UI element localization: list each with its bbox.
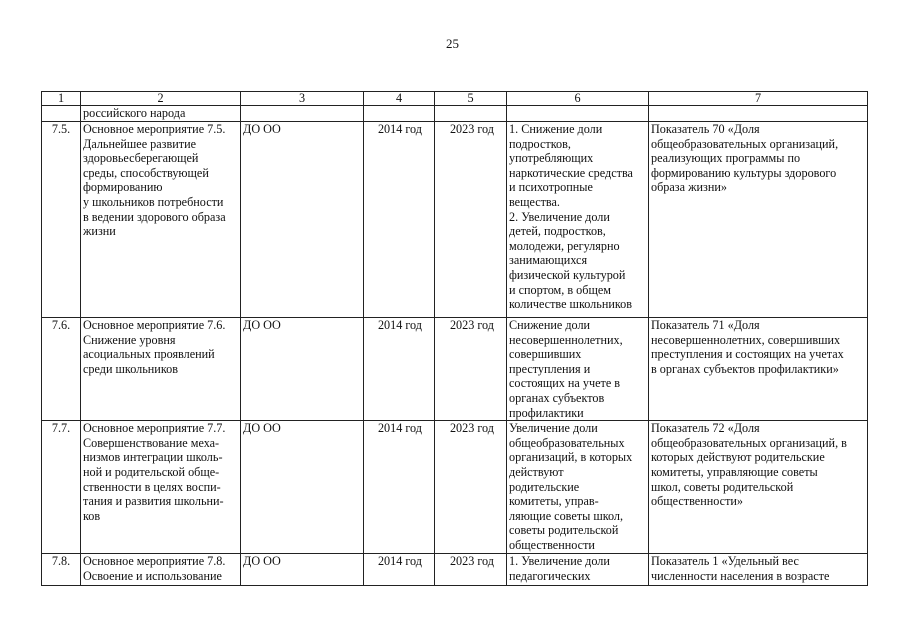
cell-activity: российского народа <box>81 106 241 122</box>
cell-number: 7.5. <box>42 122 81 318</box>
column-header: 6 <box>507 92 649 106</box>
cell-executor <box>241 106 364 122</box>
table-row <box>42 421 868 554</box>
cell-start-year: 2014 год <box>364 554 435 586</box>
cell-executor: ДО ОО <box>241 554 364 586</box>
column-header: 2 <box>81 92 241 106</box>
cell-result: 1. Снижение доли подростков, употребляющих наркотические средства и психотропные вещества. 2. Увеличение доли детей, подростков, молодежи, регулярно занимающихся физической культурой и спортом, в общем количестве школьников <box>507 122 649 318</box>
column-header: 1 <box>42 92 81 106</box>
cell-activity: Основное мероприятие 7.7. Совершенствование меха- низмов интеграции школь- ной и родительской обще- ственности в целях воспи- тания и развития школьни- ков <box>81 421 241 554</box>
cell-end-year: 2023 год <box>435 554 507 586</box>
cell-result <box>507 106 649 122</box>
column-header: 7 <box>649 92 868 106</box>
cell-activity: Основное мероприятие 7.6. Снижение уровня асоциальных проявлений среди школьников <box>81 318 241 421</box>
cell-end-year: 2023 год <box>435 318 507 421</box>
cell-executor: ДО ОО <box>241 421 364 554</box>
cell-start-year: 2014 год <box>364 122 435 318</box>
cell-indicator: Показатель 72 «Доля общеобразовательных организаций, в которых действуют родительские комитеты, управляющие советы школ, советы родительской общественности» <box>649 421 868 554</box>
cell-number <box>42 106 81 122</box>
cell-start-year <box>364 106 435 122</box>
column-number-row <box>42 92 868 106</box>
cell-activity: Основное мероприятие 7.5. Дальнейшее развитие здоровьесберегающей среды, способствующей формированию у школьников потребности в ведении здорового образа жизни <box>81 122 241 318</box>
column-header: 5 <box>435 92 507 106</box>
table-row-continuation <box>42 106 868 122</box>
cell-number: 7.8. <box>42 554 81 586</box>
cell-start-year: 2014 год <box>364 421 435 554</box>
cell-start-year: 2014 год <box>364 318 435 421</box>
table-row <box>42 318 868 421</box>
cell-indicator: Показатель 71 «Доля несовершеннолетних, совершивших преступления и состоящих на учетах в органах субъектов профилактики» <box>649 318 868 421</box>
page-number: 25 <box>446 36 459 51</box>
cell-number: 7.7. <box>42 421 81 554</box>
cell-indicator: Показатель 70 «Доля общеобразовательных организаций, реализующих программы по формированию культуры здорового образа жизни» <box>649 122 868 318</box>
cell-end-year <box>435 106 507 122</box>
cell-activity: Основное мероприятие 7.8. Освоение и использование <box>81 554 241 586</box>
table-row <box>42 554 868 586</box>
cell-end-year: 2023 год <box>435 122 507 318</box>
cell-result: 1. Увеличение доли педагогических <box>507 554 649 586</box>
cell-executor: ДО ОО <box>241 122 364 318</box>
table-row <box>42 122 868 318</box>
cell-executor: ДО ОО <box>241 318 364 421</box>
cell-end-year: 2023 год <box>435 421 507 554</box>
cell-result: Увеличение доли общеобразовательных организаций, в которых действуют родительские комитеты, управ- ляющие советы школ, советы родительской общественности <box>507 421 649 554</box>
cell-number: 7.6. <box>42 318 81 421</box>
cell-indicator: Показатель 1 «Удельный вес численности населения в возрасте <box>649 554 868 586</box>
column-header: 4 <box>364 92 435 106</box>
cell-result: Снижение доли несовершеннолетних, совершивших преступления и состоящих на учете в органах субъектов профилактики <box>507 318 649 421</box>
cell-indicator <box>649 106 868 122</box>
program-activities-table <box>41 91 868 586</box>
column-header: 3 <box>241 92 364 106</box>
